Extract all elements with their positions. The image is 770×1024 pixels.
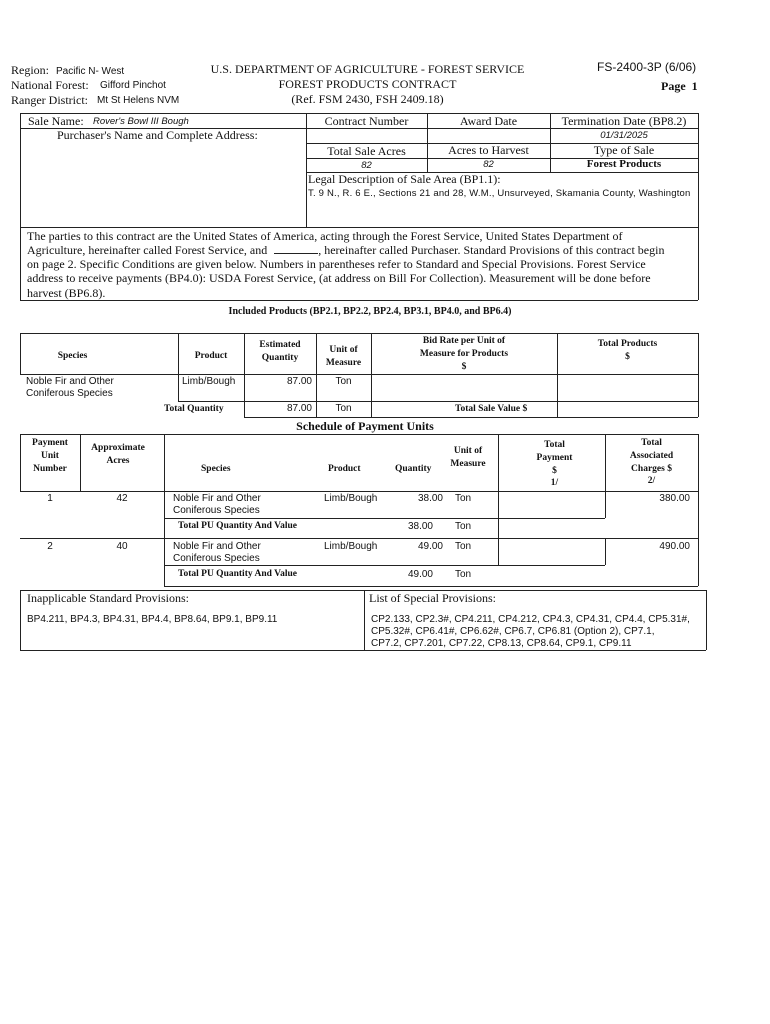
included-col-product: Product bbox=[194, 351, 228, 361]
pu-species-1: Noble Fir and Other bbox=[173, 541, 261, 552]
forest-value: Gifford Pinchot bbox=[100, 80, 166, 91]
forest-label: National Forest: bbox=[11, 78, 89, 92]
included-col-unit-1: Unit of bbox=[329, 345, 358, 355]
schedule-col-assoc-2: Associated bbox=[629, 451, 674, 461]
included-col-total-1: Total Products bbox=[597, 339, 658, 349]
legal-description-label: Legal Description of Sale Area (BP1.1): bbox=[308, 172, 501, 186]
district-value: Mt St Helens NVM bbox=[97, 95, 180, 106]
region-label: Region: bbox=[11, 63, 49, 77]
included-col-bid-2: Measure for Products bbox=[419, 349, 509, 359]
included-col-total-2: $ bbox=[625, 352, 630, 362]
schedule-title: Schedule of Payment Units bbox=[296, 419, 434, 433]
special-provisions-label: List of Special Provisions: bbox=[369, 591, 496, 605]
schedule-col-payment-3: $ bbox=[552, 466, 557, 476]
pu-acres: 40 bbox=[116, 541, 128, 552]
total-acres-value: 82 bbox=[361, 160, 372, 171]
schedule-col-assoc-3: Charges $ bbox=[631, 464, 672, 474]
agency-line-1: U.S. DEPARTMENT OF AGRICULTURE - FOREST SERVICE bbox=[210, 62, 525, 76]
pu-species-2: Coniferous Species bbox=[173, 553, 260, 564]
agreement-line-2b: , hereinafter called Purchaser. Standard Provisions of this contract begin bbox=[318, 243, 665, 257]
schedule-col-payment-2: Payment bbox=[536, 453, 573, 463]
included-col-est-qty-1: Estimated bbox=[259, 340, 301, 350]
page-number: 1 bbox=[691, 79, 698, 93]
schedule-col-acres-2: Acres bbox=[106, 456, 130, 466]
included-col-est-qty-2: Quantity bbox=[261, 353, 299, 363]
schedule-col-product: Product bbox=[328, 464, 361, 474]
agreement-line-4: address to receive payments (BP4.0): USDA Forest Service, (at address on Bill For Collection). Measurement will be done before bbox=[27, 271, 651, 285]
schedule-col-assoc-1: Total bbox=[641, 438, 662, 448]
agreement-line-2a: Agriculture, hereinafter called Forest Service, and bbox=[27, 243, 268, 257]
included-product: Limb/Bough bbox=[182, 376, 236, 387]
page-label: Page bbox=[661, 79, 686, 93]
pu-species-1: Noble Fir and Other bbox=[173, 493, 261, 504]
acres-harvest-value: 82 bbox=[483, 159, 494, 170]
schedule-col-unit-2: Measure bbox=[450, 459, 486, 469]
termination-value: 01/31/2025 bbox=[600, 130, 648, 141]
pu-total-label: Total PU Quantity And Value bbox=[178, 569, 297, 579]
acres-harvest-label: Acres to Harvest bbox=[448, 143, 529, 157]
pu-species-2: Coniferous Species bbox=[173, 505, 260, 516]
pu-number: 1 bbox=[47, 493, 53, 504]
page-indicator bbox=[661, 79, 698, 94]
pu-total-unit: Ton bbox=[455, 521, 472, 532]
agency-line-3: (Ref. FSM 2430, FSH 2409.18) bbox=[291, 92, 444, 106]
included-col-unit-2: Measure bbox=[325, 358, 362, 368]
schedule-col-pu-3: Number bbox=[33, 464, 67, 474]
agreement-line-3: on page 2. Specific Conditions are given below. Numbers in parentheses refer to Standard and Special Provisions. Forest Service bbox=[27, 257, 646, 271]
district-label: Ranger District: bbox=[11, 93, 88, 107]
pu-product: Limb/Bough bbox=[324, 541, 378, 552]
total-quantity-label: Total Quantity bbox=[164, 404, 224, 414]
purchaser-blank bbox=[274, 253, 318, 254]
pu-quantity: 49.00 bbox=[417, 541, 443, 552]
agreement-line-5: harvest (BP6.8). bbox=[27, 286, 106, 300]
contract-number-label: Contract Number bbox=[324, 114, 409, 128]
schedule-col-unit-1: Unit of bbox=[453, 446, 483, 456]
agreement-line-1: The parties to this contract are the United States of America, acting through the Forest Service, United States Department of bbox=[27, 229, 623, 243]
schedule-col-payment-4: 1/ bbox=[550, 478, 559, 488]
sale-type-value: Forest Products bbox=[586, 158, 662, 170]
special-provisions-line-2: CP5.32#, CP6.41#, CP6.62#, CP6.7, CP6.81 (Option 2), CP7.1, bbox=[371, 626, 655, 637]
inapplicable-value: BP4.211, BP4.3, BP4.31, BP4.4, BP8.64, BP9.1, BP9.11 bbox=[27, 614, 278, 625]
special-provisions-line-3: CP7.2, CP7.201, CP7.22, CP8.13, CP8.64, CP9.1, CP9.11 bbox=[371, 638, 632, 649]
schedule-col-payment-1: Total bbox=[544, 440, 565, 450]
sale-name-label: Sale Name: bbox=[28, 114, 84, 128]
form-number: FS-2400-3P (6/06) bbox=[597, 60, 697, 74]
special-provisions-line-1: CP2.133, CP2.3#, CP4.211, CP4.212, CP4.3, CP4.31, CP4.4, CP5.31#, bbox=[371, 614, 690, 625]
schedule-col-pu-1: Payment bbox=[32, 438, 68, 448]
pu-unit: Ton bbox=[455, 493, 472, 504]
included-unit: Ton bbox=[335, 376, 352, 387]
schedule-col-assoc-4: 2/ bbox=[647, 476, 656, 486]
pu-product: Limb/Bough bbox=[324, 493, 378, 504]
legal-description-value: T. 9 N., R. 6 E., Sections 21 and 28, W.M., Unsurveyed, Skamania County, Washington bbox=[308, 188, 691, 199]
pu-unit: Ton bbox=[455, 541, 472, 552]
pu-quantity: 38.00 bbox=[417, 493, 443, 504]
included-col-bid-3: $ bbox=[461, 362, 467, 372]
total-quantity-unit: Ton bbox=[335, 403, 352, 414]
pu-total-label: Total PU Quantity And Value bbox=[178, 521, 297, 531]
total-acres-label: Total Sale Acres bbox=[327, 144, 406, 158]
pu-assoc-charges: 490.00 bbox=[659, 541, 690, 552]
agreement-line-2 bbox=[27, 243, 664, 258]
included-quantity: 87.00 bbox=[286, 376, 312, 387]
included-species-1: Noble Fir and Other bbox=[26, 376, 114, 387]
schedule-col-acres-1: Approximate bbox=[91, 443, 145, 453]
pu-assoc-charges: 380.00 bbox=[659, 493, 690, 504]
total-quantity-value: 87.00 bbox=[286, 403, 312, 414]
schedule-col-species: Species bbox=[201, 464, 231, 474]
sale-type-label: Type of Sale bbox=[593, 143, 655, 157]
award-date-label: Award Date bbox=[459, 114, 518, 128]
included-col-species: Species bbox=[57, 351, 88, 361]
inapplicable-label: Inapplicable Standard Provisions: bbox=[27, 591, 189, 605]
agency-line-2: FOREST PRODUCTS CONTRACT bbox=[278, 77, 457, 91]
included-species-2: Coniferous Species bbox=[26, 388, 113, 399]
pu-total-quantity: 49.00 bbox=[407, 569, 433, 580]
pu-total-quantity: 38.00 bbox=[407, 521, 433, 532]
included-products-title: Included Products (BP2.1, BP2.2, BP2.4, BP3.1, BP4.0, and BP6.4) bbox=[228, 306, 512, 317]
pu-total-unit: Ton bbox=[455, 569, 472, 580]
included-col-bid-1: Bid Rate per Unit of bbox=[422, 336, 506, 346]
sale-name-value: Rover's Bowl III Bough bbox=[93, 116, 189, 127]
pu-acres: 42 bbox=[116, 493, 128, 504]
schedule-col-quantity: Quantity bbox=[395, 464, 432, 474]
region-value: Pacific N- West bbox=[56, 66, 125, 77]
termination-label: Termination Date (BP8.2) bbox=[561, 114, 687, 128]
purchaser-label: Purchaser's Name and Complete Address: bbox=[57, 128, 258, 142]
schedule-col-pu-2: Unit bbox=[41, 451, 59, 461]
total-sale-value-label: Total Sale Value $ bbox=[455, 404, 528, 414]
pu-number: 2 bbox=[47, 541, 53, 552]
